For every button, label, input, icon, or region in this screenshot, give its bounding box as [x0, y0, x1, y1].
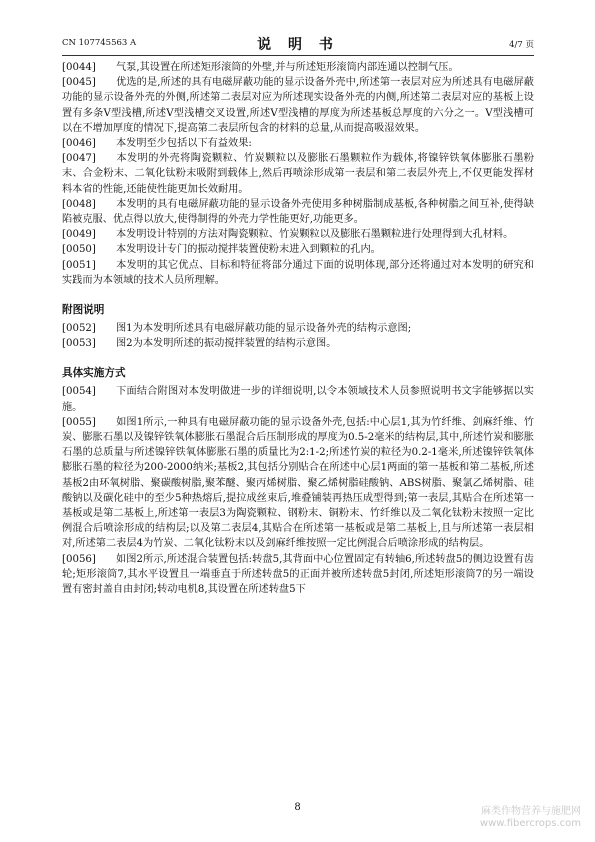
paragraph-text: 气泵,其设置在所述矩形滚筒的外壁,并与所述矩形滚筒内部连通以控制气压。 — [116, 62, 459, 73]
paragraph-text: 优选的是,所述的具有电磁屏蔽功能的显示设备外壳中,所述第一表层对应为所述具有电磁屏蔽功能的显示设备外壳的外侧,所述第二表层对应为所述现实设备外壳的内侧,所述第二表层对应的基板上设置有多条V型浅槽,所述V型浅槽交叉设置,所述V型浅槽的厚度为所述基板总厚度的六分之一。V型浅槽可以在不增加厚度的情况下,提高第二表层所包含的材料的总量,从而提高吸湿效果。 — [62, 77, 534, 134]
page-header — [62, 36, 534, 52]
paragraph-number: [0054] — [62, 386, 96, 398]
document-body — [62, 60, 534, 597]
paragraph-text: 本发明的外壳将陶瓷颗粒、竹炭颗粒以及膨胀石墨颗粒作为载体,将镍锌铁氧体膨胀石墨粉末、合金粉末、二氧化钛粉末吸附到载体上,然后再喷涂形成第一表层和第二表层外壳上,不仅更能发挥材料本省的性能,还能使性能更加长效耐用。 — [62, 153, 534, 195]
paragraph-text: 本发明的其它优点、目标和特征将部分通过下面的说明体现,部分还将通过对本发明的研究和实践而为本领域的技术人员所理解。 — [62, 259, 534, 286]
paragraph-0049 — [62, 227, 534, 242]
paragraph-0055 — [62, 415, 534, 552]
paragraph-text: 下面结合附图对本发明做进一步的详细说明,以令本领域技术人员参照说明书文字能够据以实施。 — [62, 386, 534, 413]
paragraph-number: [0056] — [62, 553, 96, 565]
paragraph-0045 — [62, 75, 534, 136]
paragraph-number: [0046] — [62, 138, 96, 150]
paragraph-number: [0050] — [62, 244, 96, 256]
paragraph-0046 — [62, 136, 534, 151]
paragraph-text: 本发明设计专门的振动搅拌装置使粉末进入到颗粒的孔内。 — [116, 244, 381, 256]
paragraph-number: [0051] — [62, 259, 96, 271]
paragraph-0052 — [62, 321, 534, 336]
section-heading-drawings: 附图说明 — [62, 304, 105, 317]
page-number: 8 — [294, 802, 301, 813]
paragraph-number: [0055] — [62, 416, 96, 428]
doc-title: 说 明 书 — [257, 37, 339, 53]
paragraph-0048 — [62, 197, 534, 227]
header-rule — [62, 55, 534, 56]
paragraph-text: 如图1所示,一种具有电磁屏蔽功能的显示设备外壳,包括:中心层1,其为竹纤维、剑麻纤维、竹炭、膨胀石墨以及镍锌铁氧体膨胀石墨混合后压制形成的厚度为0.5-2毫米的结构层,其中,所述竹炭和膨胀石墨的总质量与所述镍锌铁氧体膨胀石墨的质量比为2:1-2;所述竹炭的粒径为0.2-1毫米,所述镍锌铁氧体膨胀石墨的粒径为200-2000纳米;基板2,其包括分别贴合在所述中心层1两面的第一基板和第二基板,所述基板2由环氧树脂、聚碳酸树脂,聚苯醚、聚丙烯树脂、聚乙烯树脂硅酸钠、ABS树脂、聚氯乙烯树脂、硅酸钠以及碳化硅中的至少5种热熔后,提拉成丝束后,堆叠铺装再热压成型得到;第一表层,其贴合在所述第一基板或是第二基板上,所述第一表层3为陶瓷颗粒、钢粉末、铜粉末、竹纤维以及二氧化钛粉末按照一定比例混合后喷涂形成的结构层;以及第二表层4,其贴合在所述第一基板或是第二基板上,且与所述第一表层相对,所述第二表层4为竹炭、二氧化钛粉末以及剑麻纤维按照一定比例混合后喷涂形成的结构层。 — [62, 416, 534, 550]
watermark-line-1: 麻类作物营养与施肥网 — [481, 806, 581, 817]
paragraph-text: 本发明的具有电磁屏蔽功能的显示设备外壳使用多种树脂制成基板,各种树脂之间互补,使得缺陷被克服、优点得以放大,使得制得的外壳力学性能更好,功能更多。 — [62, 198, 534, 226]
doc-number: CN 107745563 A — [62, 38, 137, 48]
paragraph-text: 如图2所示,所述混合装置包括:转盘5,其背面中心位置固定有转轴6,所述转盘5的侧边设置有齿轮;矩形滚筒7,其水平设置且一端垂直于所述转盘5的正面并被所述转盘5封闭,所述矩形滚筒7的另一端设置有密封盖自由封闭;转动电机8,其设置在所述转盘5下 — [62, 553, 534, 596]
paragraph-number: [0048] — [62, 198, 96, 210]
paragraph-0044 — [62, 60, 534, 75]
paragraph-number: [0044] — [62, 62, 96, 73]
paragraph-text: 本发明至少包括以下有益效果: — [116, 138, 252, 150]
paragraph-number: [0045] — [62, 77, 96, 89]
paragraph-0047 — [62, 151, 534, 197]
paragraph-0056 — [62, 552, 534, 598]
paragraph-number: [0047] — [62, 153, 96, 165]
paragraph-text: 图1为本发明所述具有电磁屏蔽功能的显示设备外壳的结构示意图; — [116, 323, 412, 335]
paragraph-number: [0052] — [62, 323, 96, 335]
paragraph-text: 本发明设计特别的方法对陶瓷颗粒、竹炭颗粒以及膨胀石墨颗粒进行处理得到大孔材料。 — [116, 229, 514, 241]
paragraph-0053 — [62, 336, 534, 351]
watermark — [480, 806, 581, 830]
page-of: 4/7 页 — [509, 40, 534, 50]
paragraph-0050 — [62, 242, 534, 257]
paragraph-text: 图2为本发明所述的振动搅拌装置的结构示意图。 — [116, 338, 337, 350]
paragraph-number: [0053] — [62, 338, 96, 350]
paragraph-0054 — [62, 384, 534, 414]
paragraph-0051 — [62, 258, 534, 288]
section-heading-embodiments: 具体实施方式 — [62, 367, 126, 380]
watermark-line-2: www.fibercrops.com — [479, 818, 581, 829]
paragraph-number: [0049] — [62, 229, 96, 241]
